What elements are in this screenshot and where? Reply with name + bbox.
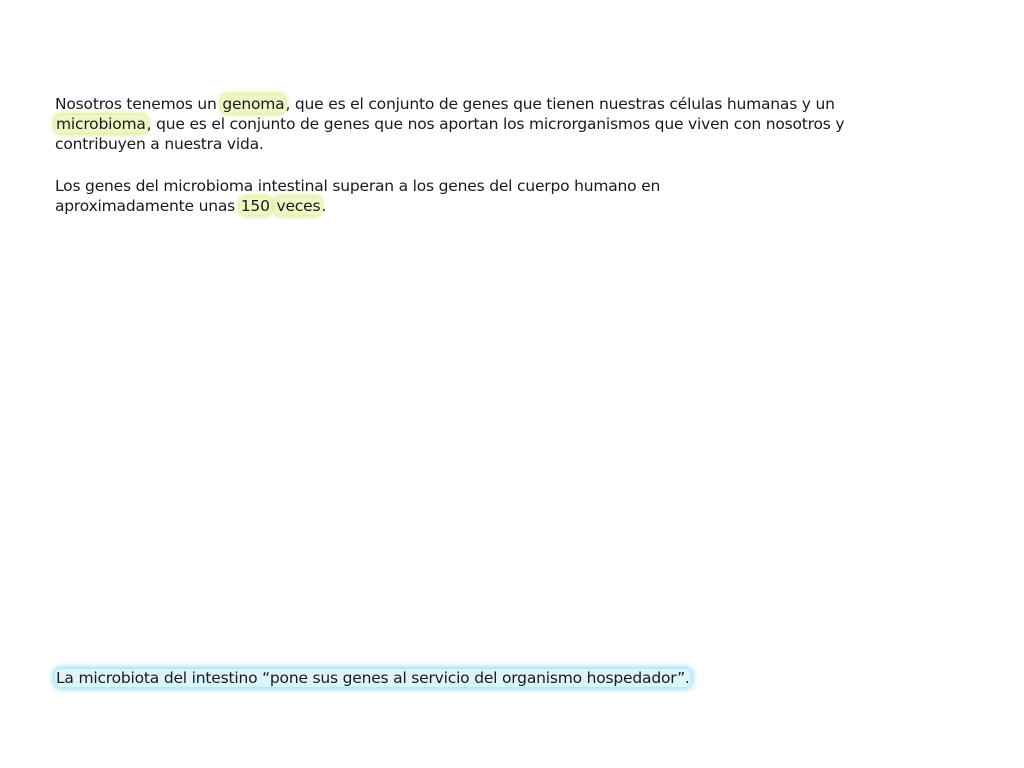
paragraph-150-veces [55, 176, 955, 216]
para1-text-1: Nosotros tenemos un [55, 95, 222, 113]
para2-end: . [321, 197, 327, 215]
para1-text-2: , que es el conjunto de genes que tienen nuestras células humanas y un [285, 95, 835, 113]
para2-text-2: aproximadamente unas [55, 197, 240, 215]
para2-text-1: Los genes del microbioma intestinal superan a los genes del cuerpo humano en [55, 177, 661, 195]
para1-text-4: contribuyen a nuestra vida. [55, 135, 264, 153]
highlight-quote: La microbiota del intestino “pone sus genes al servicio del organismo hospedador”. [56, 669, 690, 687]
para1-text-3: , que es el conjunto de genes que nos aportan los microrganismos que viven con nosotros y [146, 115, 845, 133]
highlight-150: 150 [240, 197, 270, 215]
highlight-veces: veces [276, 197, 321, 215]
highlight-genoma: genoma [222, 95, 285, 113]
quote-microbiota [55, 668, 955, 688]
paragraph-genoma-microbioma [55, 94, 955, 154]
highlight-microbioma: microbioma [56, 115, 146, 133]
